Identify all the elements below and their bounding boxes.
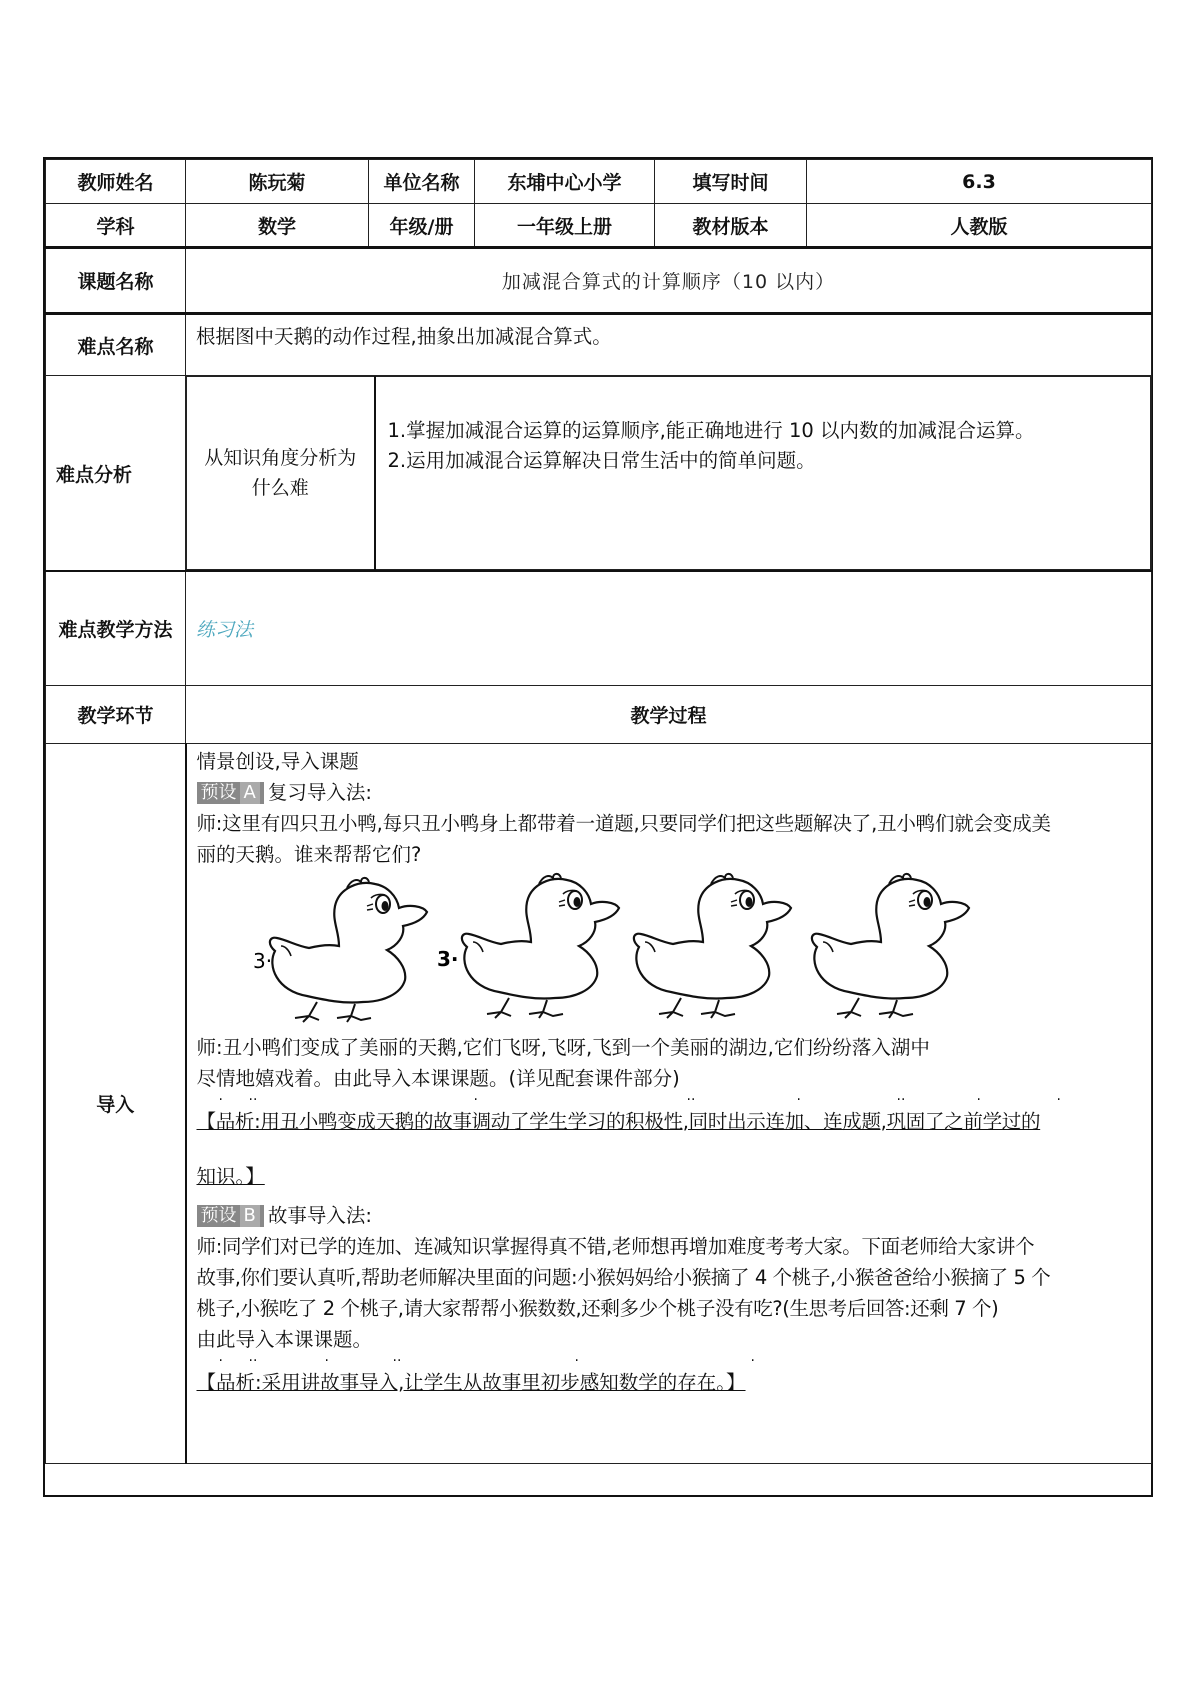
topic-row	[46, 248, 1152, 314]
preset-a-letter: A	[240, 782, 260, 804]
emphasis-dots-b: · ·· · ·· · ·	[218, 1352, 755, 1369]
a-line-3: 师:丑小鸭们变成了美丽的天鹅,它们飞呀,飞呀,飞到一个美丽的湖边,它们纷纷落入湖中	[196, 1035, 930, 1059]
subject-value: 数学	[186, 204, 369, 248]
difficulty-row	[46, 314, 1152, 376]
preset-a-line	[197, 777, 1142, 808]
emphasis-dots-a: · ·· · ·· · ·· · ·	[218, 1091, 1061, 1108]
preset-b-line	[197, 1200, 1142, 1231]
intro-body	[186, 743, 1152, 1463]
analysis-point-2: 2.运用加减混合运算解决日常生活中的简单问题。	[387, 449, 816, 472]
teacher-label: 教师姓名	[46, 160, 186, 204]
intro-row	[46, 743, 1152, 1463]
date-label: 填写时间	[655, 160, 807, 204]
analysis-points	[375, 377, 1151, 570]
process-value: 教学过程	[186, 685, 1152, 743]
preset-b-letter: B	[240, 1205, 260, 1227]
duck-1-label: 3·	[252, 948, 272, 973]
date-value: 6.3	[807, 160, 1152, 204]
preset-a-title: 复习导入法:	[267, 780, 372, 804]
grade-label: 年级/册	[369, 204, 475, 248]
intro-heading: 情景创设,导入课题	[196, 749, 359, 773]
preset-b-tag	[197, 1205, 264, 1227]
method-label: 难点教学方法	[46, 571, 186, 685]
grade-value: 一年级上册	[475, 204, 655, 248]
unit-label: 单位名称	[369, 160, 475, 204]
edition-value: 人教版	[807, 204, 1152, 248]
analysis-label: 难点分析	[46, 376, 186, 572]
subject-label: 学科	[46, 204, 186, 248]
analysis-point-1: 1.掌握加减混合运算的运算顺序,能正确地进行 10 以内数的加减混合运算。	[387, 419, 1035, 442]
duck-4	[811, 873, 968, 1017]
topic-label: 课题名称	[46, 248, 186, 314]
a-analysis-1: 【品析:用丑小鸭变成天鹅的故事调动了学生学习的积极性,同时出示连加、连成题,巩固了之前学过的	[196, 1109, 1041, 1133]
analysis-body	[186, 376, 1152, 572]
process-label: 教学环节	[46, 685, 186, 743]
analysis-row	[46, 376, 1152, 572]
duck-1	[269, 877, 426, 1021]
duck-2-label: 3·	[436, 946, 459, 971]
method-value: 练习法	[186, 571, 1152, 685]
duck-2	[461, 873, 618, 1017]
b-line-4: 由此导入本课课题。	[196, 1327, 373, 1351]
b-line-1: 师:同学们对已学的连加、连减知识掌握得真不错,老师想再增加难度考考大家。下面老师给大家讲个	[196, 1234, 1035, 1258]
edition-label: 教材版本	[655, 204, 807, 248]
process-header-row	[46, 685, 1152, 743]
method-row	[46, 571, 1152, 685]
a-line-2: 丽的天鹅。谁来帮帮它们?	[196, 842, 422, 866]
a-analysis-2: 知识。】	[196, 1164, 265, 1188]
b-analysis: 【品析:采用讲故事导入,让学生从故事里初步感知数学的存在。】	[196, 1370, 746, 1394]
preset-b-tag-text: 预设	[200, 1205, 237, 1226]
a-line-4: 尽情地嬉戏着。由此导入本课课题。(详见配套课件部分)	[196, 1066, 680, 1090]
header-row-2	[46, 204, 1152, 248]
analysis-inner	[186, 376, 1151, 570]
topic-value: 加减混合算式的计算顺序（10 以内）	[186, 248, 1152, 314]
preset-a-tag	[197, 782, 264, 804]
intro-label: 导入	[46, 743, 186, 1463]
teacher-value: 陈玩菊	[186, 160, 369, 204]
difficulty-value: 根据图中天鹅的动作过程,抽象出加减混合算式。	[186, 314, 1152, 376]
b-line-2: 故事,你们要认真听,帮助老师解决里面的问题:小猴妈妈给小猴摘了 4 个桃子,小猴爸爸给小猴摘了 5 个	[196, 1265, 1051, 1289]
analysis-sub-label: 从知识角度分析为什么难	[187, 377, 375, 570]
ducks-illustration	[197, 870, 1142, 1032]
lesson-grid	[45, 159, 1152, 1464]
b-line-3: 桃子,小猴吃了 2 个桃子,请大家帮帮小猴数数,还剩多少个桃子没有吃?(生思考后回答:还剩 7 个)	[196, 1296, 999, 1320]
lesson-plan-table	[43, 157, 1153, 1497]
header-row-1	[46, 160, 1152, 204]
duck-3	[633, 873, 790, 1017]
preset-a-tag-text: 预设	[200, 782, 237, 803]
unit-value: 东埔中心小学	[475, 160, 655, 204]
difficulty-label: 难点名称	[46, 314, 186, 376]
preset-b-title: 故事导入法:	[267, 1203, 372, 1227]
a-line-1: 师:这里有四只丑小鸭,每只丑小鸭身上都带着一道题,只要同学们把这些题解决了,丑小鸭们就会变成美	[196, 811, 1051, 835]
